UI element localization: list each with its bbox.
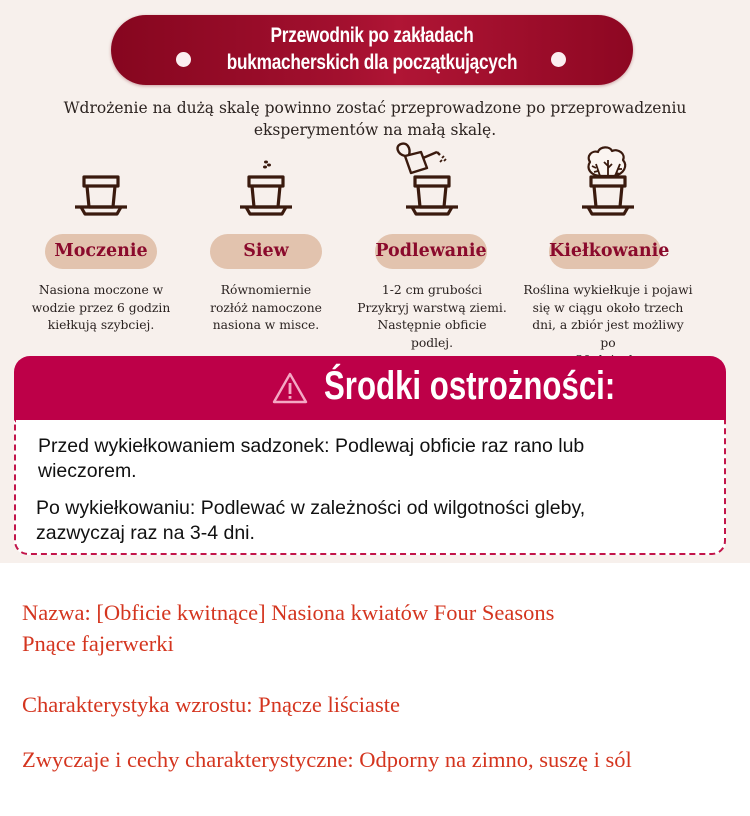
flower-pot-icon [16,140,186,222]
step-desc-moczenie [16,282,186,335]
habits-characteristics: Zwyczaje i cechy charakterystyczne: Odporny na zimno, suszę i sól [22,747,632,772]
desc-line: się w ciągu około trzech [532,300,684,315]
caution-item-before-germination [38,434,694,484]
banner-title-line1: Przewodnik po zakładach [270,24,474,47]
product-name-line1: Nazwa: [Obficie kwitnące] Nasiona kwiatów Four Seasons [22,600,555,625]
caution-line: Przed wykiełkowaniem sadzonek: Podlewaj obficie raz rano lub [38,435,585,457]
banner-title [158,22,586,76]
watering-can-pot-icon [347,140,517,222]
step-desc-siew [181,282,351,335]
caution-line: zazwyczaj raz na 3-4 dni. [36,522,255,544]
caution-box [14,356,726,556]
intro-line2: eksperymentów na małą skalę. [253,121,497,139]
warning-triangle-icon [272,372,308,408]
step-label-podlewanie: Podlewanie [375,234,487,269]
step-desc-podlewanie [347,282,517,352]
desc-line: rozłóż namoczone [210,300,322,315]
caution-body [14,420,726,555]
desc-line: Roślina wykiełkuje i pojawi [523,283,693,297]
banner-title-line2: bukmacherskich dla początkujących [226,51,518,74]
desc-line: Przykryj warstwą ziemi. [357,300,507,315]
guide-banner [111,15,633,85]
product-name-line2: Pnące fajerwerki [22,631,174,656]
seeded-pot-icon [181,140,351,222]
desc-line: 1-2 cm grubości [381,283,483,297]
product-name [22,597,554,659]
caution-line: Po wykiełkowaniu: Podlewać w zależności od wilgotności gleby, [36,497,586,519]
caution-line: wieczorem. [38,460,137,482]
step-label-moczenie: Moczenie [45,234,157,269]
desc-line: dni, a zbiór jest możliwy po [532,318,684,350]
intro-text [40,97,710,141]
desc-line: Następnie obficie [377,318,487,332]
step-label-siew: Siew [210,234,322,269]
intro-line1: Wdrożenie na dużą skalę powinno zostać przeprowadzone po przeprowadzeniu [63,99,687,117]
sprouted-plant-pot-icon [523,140,693,222]
caution-item-after-germination [36,496,704,546]
growth-characteristics: Charakterystyka wzrostu: Pnącze liściaste [22,692,400,717]
desc-line: Nasiona moczone w [38,283,164,297]
step-label-kielkowanie: Kiełkowanie [549,234,661,269]
desc-line: nasiona w misce. [212,318,320,332]
desc-line: podlej. [410,335,454,350]
caution-header [14,356,726,420]
desc-line: wodzie przez 6 godzin [31,300,171,315]
desc-line: Równomiernie [220,283,312,297]
desc-line: kiełkują szybciej. [47,318,155,332]
caution-title: Środki ostrożności: [324,364,616,408]
